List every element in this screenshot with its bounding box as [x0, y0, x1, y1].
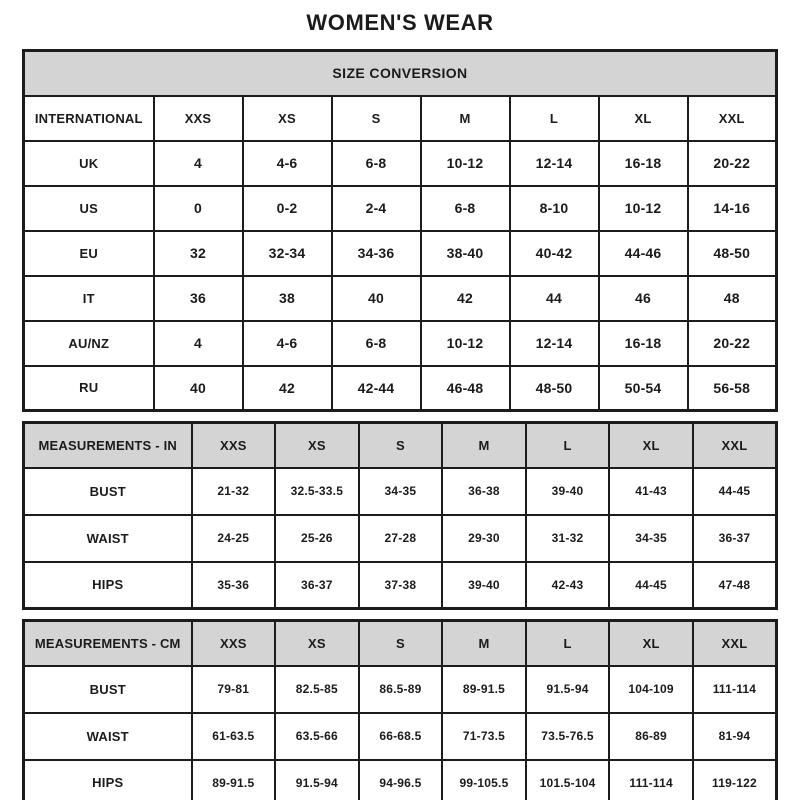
value-cell: 36-37	[275, 562, 359, 609]
size-conversion-table	[22, 49, 778, 412]
table-row	[24, 321, 777, 366]
value-cell: 31-32	[526, 515, 610, 562]
value-cell: 82.5-85	[275, 666, 359, 713]
value-cell: 4	[154, 321, 243, 366]
size-column-header-m: M	[442, 423, 526, 468]
size-column-header-xl: XL	[609, 621, 693, 666]
value-cell: 39-40	[526, 468, 610, 515]
table-row	[24, 515, 777, 562]
value-cell: 46-48	[421, 366, 510, 411]
size-column-header-xxl: XXL	[693, 423, 777, 468]
size-column-header-xl: XL	[599, 96, 688, 141]
size-conversion-banner: SIZE CONVERSION	[24, 51, 777, 96]
value-cell: 91.5-94	[275, 760, 359, 800]
value-cell: 99-105.5	[442, 760, 526, 800]
value-cell: 61-63.5	[192, 713, 276, 760]
value-cell: 36	[154, 276, 243, 321]
value-cell: 20-22	[688, 141, 777, 186]
value-cell: 40	[154, 366, 243, 411]
value-cell: 0	[154, 186, 243, 231]
size-column-header-m: M	[442, 621, 526, 666]
value-cell: 10-12	[599, 186, 688, 231]
value-cell: 44-45	[609, 562, 693, 609]
value-cell: 44	[510, 276, 599, 321]
banner-row	[24, 51, 777, 96]
value-cell: 66-68.5	[359, 713, 443, 760]
row-label-ru: RU	[24, 366, 154, 411]
value-cell: 47-48	[693, 562, 777, 609]
size-column-header-xxs: XXS	[154, 96, 243, 141]
value-cell: 35-36	[192, 562, 276, 609]
value-cell: 37-38	[359, 562, 443, 609]
column-header-row	[24, 621, 777, 666]
value-cell: 34-35	[609, 515, 693, 562]
size-column-header-xl: XL	[609, 423, 693, 468]
value-cell: 34-36	[332, 231, 421, 276]
value-cell: 89-91.5	[442, 666, 526, 713]
value-cell: 91.5-94	[526, 666, 610, 713]
row-label-it: IT	[24, 276, 154, 321]
value-cell: 40	[332, 276, 421, 321]
size-column-header-m: M	[421, 96, 510, 141]
value-cell: 6-8	[332, 321, 421, 366]
row-label-waist: WAIST	[24, 713, 192, 760]
size-column-header-xxs: XXS	[192, 621, 276, 666]
value-cell: 44-45	[693, 468, 777, 515]
measurements-in-table	[22, 421, 778, 610]
value-cell: 44-46	[599, 231, 688, 276]
value-cell: 63.5-66	[275, 713, 359, 760]
value-cell: 41-43	[609, 468, 693, 515]
value-cell: 38-40	[421, 231, 510, 276]
value-cell: 42-44	[332, 366, 421, 411]
size-column-header-xs: XS	[275, 423, 359, 468]
table-row	[24, 231, 777, 276]
size-conversion-label-header: INTERNATIONAL	[24, 96, 154, 141]
value-cell: 36-37	[693, 515, 777, 562]
value-cell: 86.5-89	[359, 666, 443, 713]
table-row	[24, 186, 777, 231]
column-header-row	[24, 423, 777, 468]
value-cell: 42	[421, 276, 510, 321]
row-label-bust: BUST	[24, 666, 192, 713]
value-cell: 38	[243, 276, 332, 321]
size-column-header-s: S	[359, 423, 443, 468]
value-cell: 4	[154, 141, 243, 186]
value-cell: 48-50	[688, 231, 777, 276]
size-column-header-xxl: XXL	[693, 621, 777, 666]
row-label-hips: HIPS	[24, 760, 192, 800]
value-cell: 0-2	[243, 186, 332, 231]
value-cell: 32.5-33.5	[275, 468, 359, 515]
value-cell: 14-16	[688, 186, 777, 231]
value-cell: 29-30	[442, 515, 526, 562]
table-row	[24, 713, 777, 760]
value-cell: 48-50	[510, 366, 599, 411]
value-cell: 10-12	[421, 141, 510, 186]
value-cell: 73.5-76.5	[526, 713, 610, 760]
value-cell: 104-109	[609, 666, 693, 713]
value-cell: 111-114	[693, 666, 777, 713]
value-cell: 39-40	[442, 562, 526, 609]
size-column-header-l: L	[526, 423, 610, 468]
table-row	[24, 760, 777, 800]
value-cell: 40-42	[510, 231, 599, 276]
measurements-cm-label-header: MEASUREMENTS - CM	[24, 621, 192, 666]
value-cell: 34-35	[359, 468, 443, 515]
value-cell: 27-28	[359, 515, 443, 562]
table-row	[24, 276, 777, 321]
value-cell: 94-96.5	[359, 760, 443, 800]
row-label-us: US	[24, 186, 154, 231]
value-cell: 46	[599, 276, 688, 321]
size-column-header-l: L	[526, 621, 610, 666]
value-cell: 111-114	[609, 760, 693, 800]
size-column-header-xs: XS	[243, 96, 332, 141]
measurements-in-label-header: MEASUREMENTS - IN	[24, 423, 192, 468]
value-cell: 89-91.5	[192, 760, 276, 800]
value-cell: 4-6	[243, 141, 332, 186]
value-cell: 42	[243, 366, 332, 411]
row-label-uk: UK	[24, 141, 154, 186]
value-cell: 119-122	[693, 760, 777, 800]
row-label-waist: WAIST	[24, 515, 192, 562]
value-cell: 50-54	[599, 366, 688, 411]
table-row	[24, 666, 777, 713]
table-row	[24, 141, 777, 186]
value-cell: 48	[688, 276, 777, 321]
page-title: WOMEN'S WEAR	[306, 10, 494, 35]
value-cell: 25-26	[275, 515, 359, 562]
value-cell: 56-58	[688, 366, 777, 411]
value-cell: 10-12	[421, 321, 510, 366]
value-cell: 16-18	[599, 321, 688, 366]
measurements-cm-table	[22, 619, 778, 800]
row-label-au-nz: AU/NZ	[24, 321, 154, 366]
value-cell: 6-8	[421, 186, 510, 231]
row-label-hips: HIPS	[24, 562, 192, 609]
value-cell: 36-38	[442, 468, 526, 515]
value-cell: 81-94	[693, 713, 777, 760]
table-row	[24, 562, 777, 609]
value-cell: 71-73.5	[442, 713, 526, 760]
column-header-row	[24, 96, 777, 141]
value-cell: 24-25	[192, 515, 276, 562]
size-column-header-s: S	[359, 621, 443, 666]
value-cell: 86-89	[609, 713, 693, 760]
value-cell: 21-32	[192, 468, 276, 515]
size-column-header-xxl: XXL	[688, 96, 777, 141]
value-cell: 16-18	[599, 141, 688, 186]
value-cell: 12-14	[510, 321, 599, 366]
size-column-header-xs: XS	[275, 621, 359, 666]
row-label-eu: EU	[24, 231, 154, 276]
value-cell: 79-81	[192, 666, 276, 713]
size-column-header-s: S	[332, 96, 421, 141]
value-cell: 8-10	[510, 186, 599, 231]
size-column-header-l: L	[510, 96, 599, 141]
table-row	[24, 468, 777, 515]
row-label-bust: BUST	[24, 468, 192, 515]
value-cell: 4-6	[243, 321, 332, 366]
value-cell: 101.5-104	[526, 760, 610, 800]
table-row	[24, 366, 777, 411]
size-column-header-xxs: XXS	[192, 423, 276, 468]
value-cell: 32	[154, 231, 243, 276]
value-cell: 20-22	[688, 321, 777, 366]
value-cell: 6-8	[332, 141, 421, 186]
value-cell: 12-14	[510, 141, 599, 186]
value-cell: 32-34	[243, 231, 332, 276]
value-cell: 42-43	[526, 562, 610, 609]
value-cell: 2-4	[332, 186, 421, 231]
